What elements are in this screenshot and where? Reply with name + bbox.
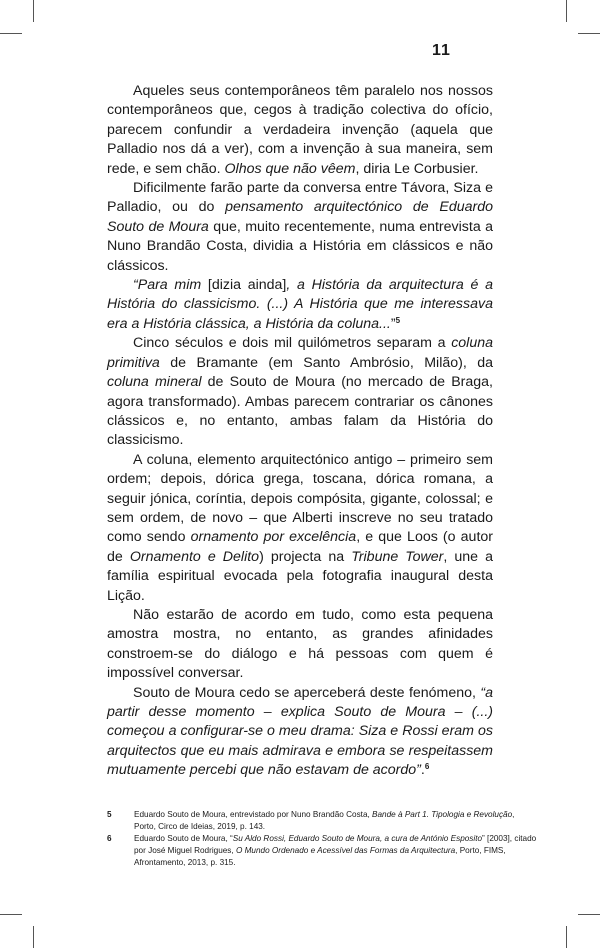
paragraph: Não estarão de acordo em tudo, como esta pequena amostra mostra, no entanto, as grandes afinidades constroem-se do diálogo e há pessoas com quem é impossível conversar. [107, 606, 493, 682]
footnotes [107, 809, 537, 869]
footnote-ref[interactable]: 5 [395, 315, 401, 325]
footnote [107, 833, 537, 869]
footnote [107, 809, 537, 833]
crop-mark [33, 0, 34, 22]
crop-mark [578, 914, 600, 915]
paragraph: Aqueles seus contemporâneos têm paralelo nos nossos contemporâneos que, cegos à tradição colectiva do ofício, parecem confundir a verdadeira invenção (aquela que Palladio nos dá a ver), com a invenção à sua maneira, sem rede, e sem chão. Olhos que não vêem, diria Le Corbusier. [107, 83, 493, 177]
paragraph: Dificilmente farão parte da conversa entre Távora, Siza e Palladio, ou do pensamento arquitectónico de Eduardo Souto de Moura que, muito recentemente, numa entrevista a Nuno Brandão Costa, dividia a História em clássicos e não clássicos. [107, 180, 494, 274]
footnote-text: Eduardo Souto de Moura, “Su Aldo Rossi, Eduardo Souto de Moura, a cura de António Esposito” [2003], citado por José Miguel Rodrigues, O Mundo Ordenado e Acessível das Formas da Arquitectura, Porto, FIMS, Afrontamento, 2013, p. 315. [134, 834, 537, 867]
page-number: 11 [432, 42, 451, 59]
footnote-text: Eduardo Souto de Moura, entrevistado por Nuno Brandão Costa, Bande à Part 1. Tipologia e Revolução, Porto, Circo de Ideias, 2019, p. 143. [134, 810, 515, 831]
footnote-number: 5 [107, 810, 112, 819]
crop-mark [578, 33, 600, 34]
crop-mark [566, 926, 567, 948]
paragraph: A coluna, elemento arquitectónico antigo – primeiro sem ordem; depois, dórica grega, toscana, dórica romana, a seguir jónica, coríntia, depois compósita, gigante, colossal; e sem ordem, de novo – que Alberti inscreve no seu tratado como sendo ornamento por excelência, e que Loos (o autor de Ornamento e Delito) projecta na Tribune Tower, une a família espiritual evocada pela fotografia inaugural desta Lição. [107, 451, 494, 604]
crop-mark [566, 0, 567, 22]
crop-mark [0, 33, 22, 34]
paragraph: Souto de Moura cedo se aperceberá deste fenómeno, “a partir desse momento – explica Souto de Moura – (...) começou a configurar-se o meu drama: Siza e Rossi eram os arquitectos que eu mais admirava e embora se respeitassem mutuamente percebi que não estavam de acordo”.$^6$ [107, 684, 493, 779]
crop-mark [33, 926, 34, 948]
crop-mark [0, 914, 22, 915]
body-text [107, 82, 493, 781]
footnote-ref[interactable]: 6 [424, 762, 430, 772]
footnote-number: 6 [107, 834, 112, 843]
quote-paragraph: “Para mim [dizia ainda], a História da arquitectura é a História do classicismo. (...) A História que me interessava era a História clássica, a História da coluna...”$^5$ [107, 277, 493, 332]
paragraph: Cinco séculos e dois mil quilómetros separam a coluna primitiva de Bramante (em Santo Ambrósio, Milão), da coluna mineral de Souto de Moura (no mercado de Braga, agora transformado). Ambas parecem contrariar os cânones clássicos e, no entanto, ambas falam da História do classicismo. [107, 335, 493, 449]
